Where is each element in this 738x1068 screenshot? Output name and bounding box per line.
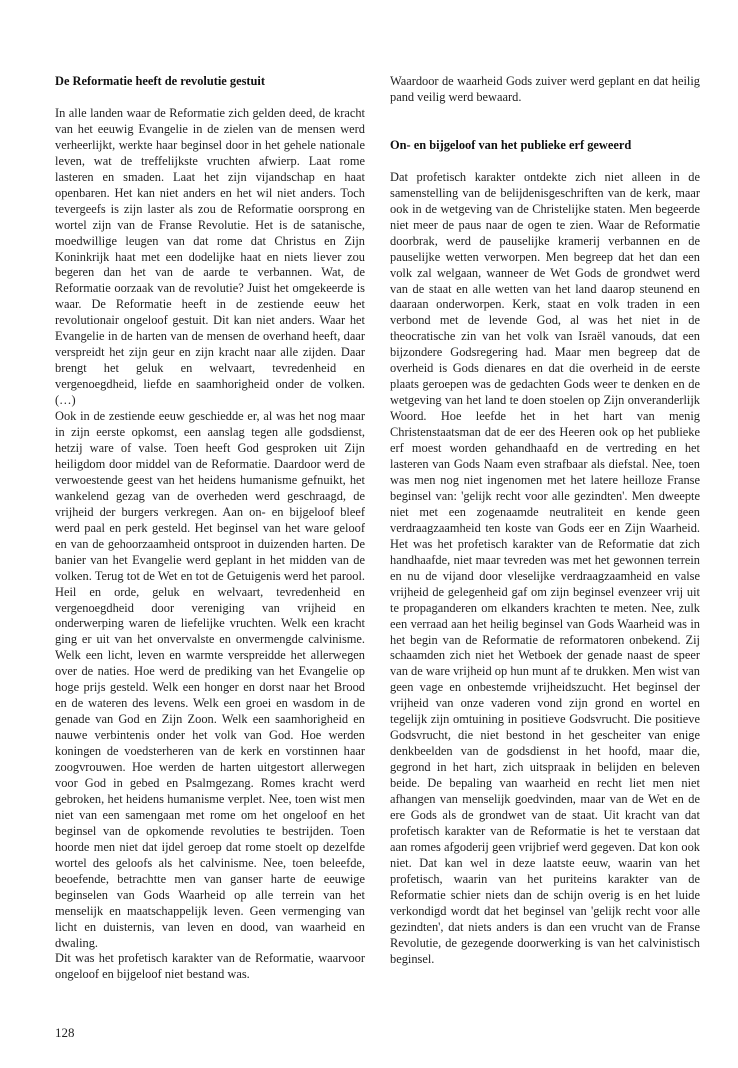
left-column: [55, 74, 365, 983]
right-column: [390, 74, 700, 968]
section-heading-public-domain: On- en bijgeloof van het publieke erf geweerd: [390, 137, 632, 152]
page-number: 128: [55, 1025, 75, 1040]
paragraph: Ook in de zestiende eeuw geschiedde er, al was het nog maar in zijn eerste opkomst, een aanslag tegen alle godsdienst, hetzij ware of valse. Toen heeft God gesproken uit Zijn heiligdom door middel van de Reformatie. Daardoor werd de verwoestende geest van het heidens humanisme gefnuikt, het wankelend gezag van de overheden werd geschraagd, de vrijheid der burgers verkregen. Aan on- en bijgeloof bleef werd paal en perk gesteld. Het beginsel van het ware geloof en van de gehoorzaamheid ontsproot in duizenden harten. De banier van het Evangelie werd geplant in het midden van de volken. Terug tot de Wet en tot de Getuigenis werd het parool. Heil en orde, geluk en welvaart, tevredenheid en vergenoegdheid door vereniging van vrijheid en onderwerping waren de liefelijke vruchten. Welk een kracht ging er uit van het onvervalste en onvermengde calvinisme. Welk een licht, leven en warmte verspreidde het allerwegen over de naties. Hoe werd de prediking van het Evangelie op hoge prijs gesteld. Welk een honger en dorst naar het Brood en de wateren des levens. Welk een groei en wasdom in de genade van God en Zijn Zoon. Welk een saamhorigheid en nauwe verbintenis onder het volk van God. Hoe werden koningen de voedsterheren van de kerk en vorstinnen haar zoogvrouwen. Hoe werden de harten uitgestort allerwegen voor God in gebed en Psalmgezang. Romes kracht werd gebroken, het heidens humanisme verplet. Nee, toen wist men niet van een samengaan met rome om het ongeloof en het beginsel van de opkomende revoluties te bestrijden. Toen hoorde men niet dat ijdel geroep dat rome stoelt op dezelfde wortel des geloofs als het calvinisme. Nee, toen beleefde, beoefende, betrachtte men van ganser harte de eeuwige beginselen van Gods Waarheid op alle terrein van het menselijk en maatschappelijk leven. Geen vermenging van licht en duisternis, van leven en dood, van waarheid en dwaling.: [55, 409, 365, 950]
paragraph: Dit was het profetisch karakter van de Reformatie, waarvoor ongeloof en bijgeloof niet bestand was.: [55, 951, 365, 982]
paragraph-continuation: Waardoor de waarheid Gods zuiver werd geplant en dat heilig pand veilig werd bewaard.: [390, 74, 700, 104]
section-heading-reformation: De Reformatie heeft de revolutie gestuit: [55, 74, 265, 88]
paragraph: In alle landen waar de Reformatie zich gelden deed, de kracht van het eeuwig Evangelie in de zielen van de mensen werd verheerlijkt, werkte haar beginsel door in het gehele nationale leven, wat de treffelijkste vruchten afwierp. Laat rome lasteren en smaden. Laat het zijn vijandschap en haat openbaren. Het kan niet anders en het wil niet anders. Toch tevergeefs is zijn laster als zou de Reformatie oorsprong en wortel zijn van de Franse Revolutie. Het is de satanische, moedwillige leugen van dat rome dat Christus en Zijn Koninkrijk haat met een dodelijke haat en niets liever zou begeren dan het van de aarde te verbannen. Wat, de Reformatie oorzaak van de revolutie? Juist het omgekeerde is waar. De Reformatie heeft in de zestiende eeuw het revolutionair ongeloof gestuit. Dit kan niet anders. Waar het Evangelie in de harten van de mensen de overhand heeft, daar verspreidt het zijn geur en zijn kracht naar alle zijden. Daar brengt het geluk en welvaart, tevredenheid en vergenoegdheid, liefde en saamhorigheid onder de volken. (…): [55, 105, 365, 408]
paragraph: Dat profetisch karakter ontdekte zich niet alleen in de samenstelling van de belijdenisgeschriften van de kerk, maar ook in de wetgeving van de Christelijke staten. Men begeerde niet meer de paus naar de ogen te zien. Waar de Reformatie doorbrak, werd de pauselijke kramerij verbannen en de pauselijke wetten verworpen. Men begreep dat het dan een volk zal welgaan, wanneer de Wet Gods de grondwet werd van de staat en alle wetten van het land daarop steunend en daaraan onderworpen. Kerk, staat en volk traden in een verbond met de levende God, al was het niet in de theocratische zin van het volk van Israël vanouds, dat een bijzondere Godsregering had. Maar men begreep dat de overheid is Gods dienares en dat die overheid in de eerste plaats geroepen was de gedachten Gods weer te denken en de wetgeving van het land te doen stoelen op Zijn onveranderlijk Woord. Hoe leefde het in het hart van menig Christenstaatsman dat de eer des Heeren ook op het publieke erf moest worden gehandhaafd en de vertreding en het lasteren van Gods Naam even strafbaar als diefstal. Nee, toen was men nog niet ingenomen met het latere heilloze Franse beginsel van: 'gelijk recht voor alle gezindten'. Men dweepte niet met een zogenaamde neutraliteit en kende geen verdraagzaamheid ten koste van Gods eer en Zijn Waarheid. Het was het profetisch karakter van de Reformatie dat zich handhaafde, niet maar tevreden was met het gewonnen terrein en nu de vijand door vleselijke verdraagzaamheid en valse vrijheid de gelegenheid gaf om zijn beginsel evenzeer vrij uit te propaganderen om elkanders krachten te meten. Nee, zulk een verraad aan het heilig beginsel van Gods Waarheid was in het begin van de Reformatie de reformatoren onbekend. Zij schaamden zich niet het Wetboek der genade naast de speer van de ware vrijheid op hun munt af te drukken. Men wist van geen vage en onbestemde vrijheidszucht. Het beginsel der vrijheid van onze vaderen vond zijn grond en wortel en tegelijk zijn omtuining in positieve Godsvrucht. Die positieve Godsvrucht, die niet bestond in het gescheiter van enige denkbeelden van de godsdienst in het hoofd, maar die, gegrond in het hart, zich uitspraak in belijden en beleven beide. De bepaling van waarheid en recht liet men niet afhangen van menselijk goedvinden, maar van de Wet en de ere Gods als de grondwet van de staat. Uit kracht van dat profetisch karakter van de Reformatie is het te verstaan dat aan romes afgoderij geen vrijbrief werd gegeven. Dat kon ook niet. Dat kan wel in deze laatste eeuw, waarin van het profetisch, waarin van het puriteins karakter van de Reformatie schier niets dan de schijn overig is en het luide verkondigd wordt dat het beginsel van 'gelijk recht voor alle gezindten', dat niets anders is dan een vrucht van de Franse Revolutie, de gezegende doorwerking is van het calvinistisch beginsel.: [390, 169, 700, 966]
